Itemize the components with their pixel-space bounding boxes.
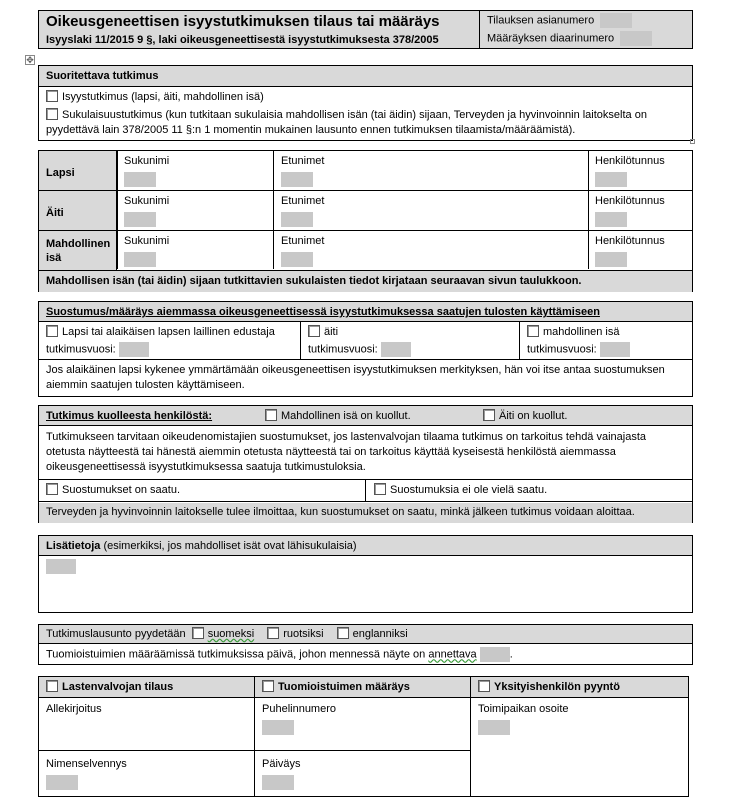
- father-deceased-checkbox[interactable]: [265, 409, 277, 421]
- deadline-text: Tuomioistuimien määräämissä tutkimuksissa päivä, johon mennessä näyte on: [46, 648, 426, 661]
- deceased-text-2: otetusta näytteestä tai hänestä aiemmin otetusta näytteestä tai on tarkoitus käyttää kyseisestä henkilöstä aiemmassa: [46, 446, 616, 458]
- consent-child-checkbox[interactable]: [46, 325, 58, 337]
- child-id-input[interactable]: [595, 172, 627, 187]
- deadline-word: annettava: [428, 648, 477, 661]
- extra-info-heading-note: (esimerkiksi, jos mahdolliset isät ovat lähisukulaisia): [100, 540, 357, 552]
- signature-section: [38, 676, 689, 797]
- extra-info-input[interactable]: [46, 559, 76, 574]
- deceased-notice: Terveyden ja hyvinvoinnin laitokselle tulee ilmoittaa, kun suostumukset on saatu, minkä jälkeen tutkimus voidaan aloittaa.: [46, 506, 635, 518]
- deadline-date-input[interactable]: [480, 647, 510, 662]
- deceased-heading: Tutkimus kuolleesta henkilöstä:: [46, 410, 213, 422]
- consent-note-2: aiemmin saatujen tulosten käyttämiseen.: [46, 379, 245, 391]
- father-row-label-2: isä: [46, 252, 62, 264]
- father-firstnames-input[interactable]: [281, 252, 313, 267]
- deceased-section: [38, 405, 693, 523]
- mother-id-label: Henkilötunnus: [595, 195, 665, 207]
- english-label: englanniksi: [352, 628, 408, 640]
- case-number-input[interactable]: [600, 13, 632, 28]
- swedish-checkbox[interactable]: [267, 627, 279, 639]
- child-id-label: Henkilötunnus: [595, 155, 665, 167]
- child-surname-label: Sukunimi: [124, 155, 170, 167]
- mother-surname-input[interactable]: [124, 212, 156, 227]
- signature-label: Allekirjoitus: [46, 703, 102, 715]
- diary-number-label: Määräyksen diaarinumero: [487, 32, 615, 45]
- mother-deceased-checkbox[interactable]: [483, 409, 495, 421]
- child-row-label: Lapsi: [46, 167, 75, 179]
- form-title: Oikeusgeneettisen isyystutkimuksen tilaus tai määräys: [46, 13, 440, 30]
- case-number-label: Tilauksen asianumero: [487, 14, 595, 27]
- name-clarification-input[interactable]: [46, 775, 78, 790]
- mother-surname-label: Sukunimi: [124, 195, 170, 207]
- relatives-note: Mahdollisen isän (tai äidin) sijaan tutkittavien sukulaisten tiedot kirjataan seuraavan sivun taulukkoon.: [46, 275, 582, 287]
- form-header: [38, 10, 693, 49]
- consent-mother-label: äiti: [324, 326, 339, 338]
- guardian-order-label: Lastenvalvojan tilaus: [62, 681, 174, 693]
- deceased-text-3: oikeusgeneettisessä isyystutkimuksessa saatuja tutkimustuloksia.: [46, 461, 366, 473]
- paternity-test-label: Isyystutkimus (lapsi, äiti, mahdollinen isä): [62, 91, 264, 103]
- private-request-checkbox[interactable]: [478, 680, 490, 692]
- consents-pending-label: Suostumuksia ei ole vielä saatu.: [390, 484, 548, 496]
- consent-child-year-label: tutkimusvuosi:: [46, 343, 116, 356]
- phone-input[interactable]: [262, 720, 294, 735]
- kinship-test-checkbox[interactable]: [46, 108, 58, 120]
- consent-note: Jos alaikäinen lapsi kykenee ymmärtämään oikeusgeneettisen isyystutkimuksen merkityksen, hän voi itse antaa suostumuksen: [46, 364, 665, 376]
- consent-father-checkbox[interactable]: [527, 325, 539, 337]
- guardian-order-checkbox[interactable]: [46, 680, 58, 692]
- office-address-label: Toimipaikan osoite: [478, 703, 569, 715]
- child-surname-input[interactable]: [124, 172, 156, 187]
- language-label: Tutkimuslausunto pyydetään: [46, 628, 186, 640]
- mother-firstnames-input[interactable]: [281, 212, 313, 227]
- diary-number-input[interactable]: [620, 31, 652, 46]
- private-request-label: Yksityishenkilön pyyntö: [494, 681, 620, 693]
- office-address-input[interactable]: [478, 720, 510, 735]
- extra-info-heading: Lisätietoja: [46, 540, 101, 552]
- mother-firstnames-label: Etunimet: [281, 195, 325, 207]
- child-firstnames-input[interactable]: [281, 172, 313, 187]
- form-subtitle: Isyyslaki 11/2015 9 §, laki oikeusgeneettisestä isyystutkimuksesta 378/2005: [46, 34, 439, 46]
- consent-mother-checkbox[interactable]: [308, 325, 320, 337]
- date-input[interactable]: [262, 775, 294, 790]
- mother-id-input[interactable]: [595, 212, 627, 227]
- court-order-label: Tuomioistuimen määräys: [278, 681, 410, 693]
- swedish-label: ruotsiksi: [283, 628, 324, 640]
- kinship-test-label-2: pyydettävä lain 378/2005 11 §:n 1 momentin mukainen lausunto ennen tutkimuksen tilaamista/määräämistä).: [46, 124, 576, 136]
- deceased-text: Tutkimukseen tarvitaan oikeudenomistajien suostumukset, jos lastenvalvojan tilaama tutkimus on tarkoitus tehdä vainajasta: [46, 431, 647, 443]
- phone-label: Puhelinnumero: [262, 703, 336, 715]
- consent-child-year-input[interactable]: [119, 342, 149, 357]
- father-id-label: Henkilötunnus: [595, 235, 665, 247]
- study-heading: Suoritettava tutkimus: [46, 70, 159, 82]
- consent-father-year-input[interactable]: [600, 342, 630, 357]
- english-checkbox[interactable]: [337, 627, 349, 639]
- father-surname-input[interactable]: [124, 252, 156, 267]
- father-deceased-label: Mahdollinen isä on kuollut.: [281, 410, 411, 422]
- consent-father-year-label: tutkimusvuosi:: [527, 343, 597, 356]
- father-firstnames-label: Etunimet: [281, 235, 325, 247]
- extra-info-section: [38, 535, 693, 613]
- finnish-checkbox[interactable]: [192, 627, 204, 639]
- consent-child-label: Lapsi tai alaikäisen lapsen laillinen edustaja: [62, 326, 275, 338]
- court-order-checkbox[interactable]: [262, 680, 274, 692]
- consents-pending-checkbox[interactable]: [374, 483, 386, 495]
- consent-mother-year-label: tutkimusvuosi:: [308, 343, 378, 356]
- mother-deceased-label: Äiti on kuollut.: [499, 410, 568, 422]
- consent-section: [38, 301, 693, 397]
- paternity-test-checkbox[interactable]: [46, 90, 58, 102]
- persons-table: [38, 150, 693, 292]
- name-clarification-label: Nimenselvennys: [46, 758, 127, 770]
- consents-received-label: Suostumukset on saatu.: [62, 484, 181, 496]
- finnish-label: suomeksi: [207, 628, 255, 640]
- child-firstnames-label: Etunimet: [281, 155, 325, 167]
- mother-row-label: Äiti: [46, 207, 64, 219]
- father-id-input[interactable]: [595, 252, 627, 267]
- consents-received-checkbox[interactable]: [46, 483, 58, 495]
- language-section: Tutkimuslausunto pyydetään suomeksi ruotsiksi englanniksi Tuomioistuimien määräämissä tutkimuksissa päivä, johon mennessä näyte on annettava .: [38, 624, 693, 665]
- consent-father-label: mahdollinen isä: [543, 326, 620, 338]
- move-handle-icon[interactable]: ✥: [26, 55, 34, 65]
- study-section: [38, 65, 693, 141]
- consent-heading: Suostumus/määräys aiemmassa oikeusgeneettisessä isyystutkimuksessa saatujen tulosten käyttämiseen: [46, 306, 600, 318]
- father-row-label: Mahdollinen: [46, 238, 111, 250]
- father-surname-label: Sukunimi: [124, 235, 170, 247]
- consent-mother-year-input[interactable]: [381, 342, 411, 357]
- kinship-test-label: Sukulaisuustutkimus (kun tutkitaan sukulaisia mahdollisen isän (tai äidin) sijaan, Terveyden ja hyvinvoinnin laitokselta on: [62, 109, 647, 121]
- date-label: Päiväys: [262, 758, 301, 770]
